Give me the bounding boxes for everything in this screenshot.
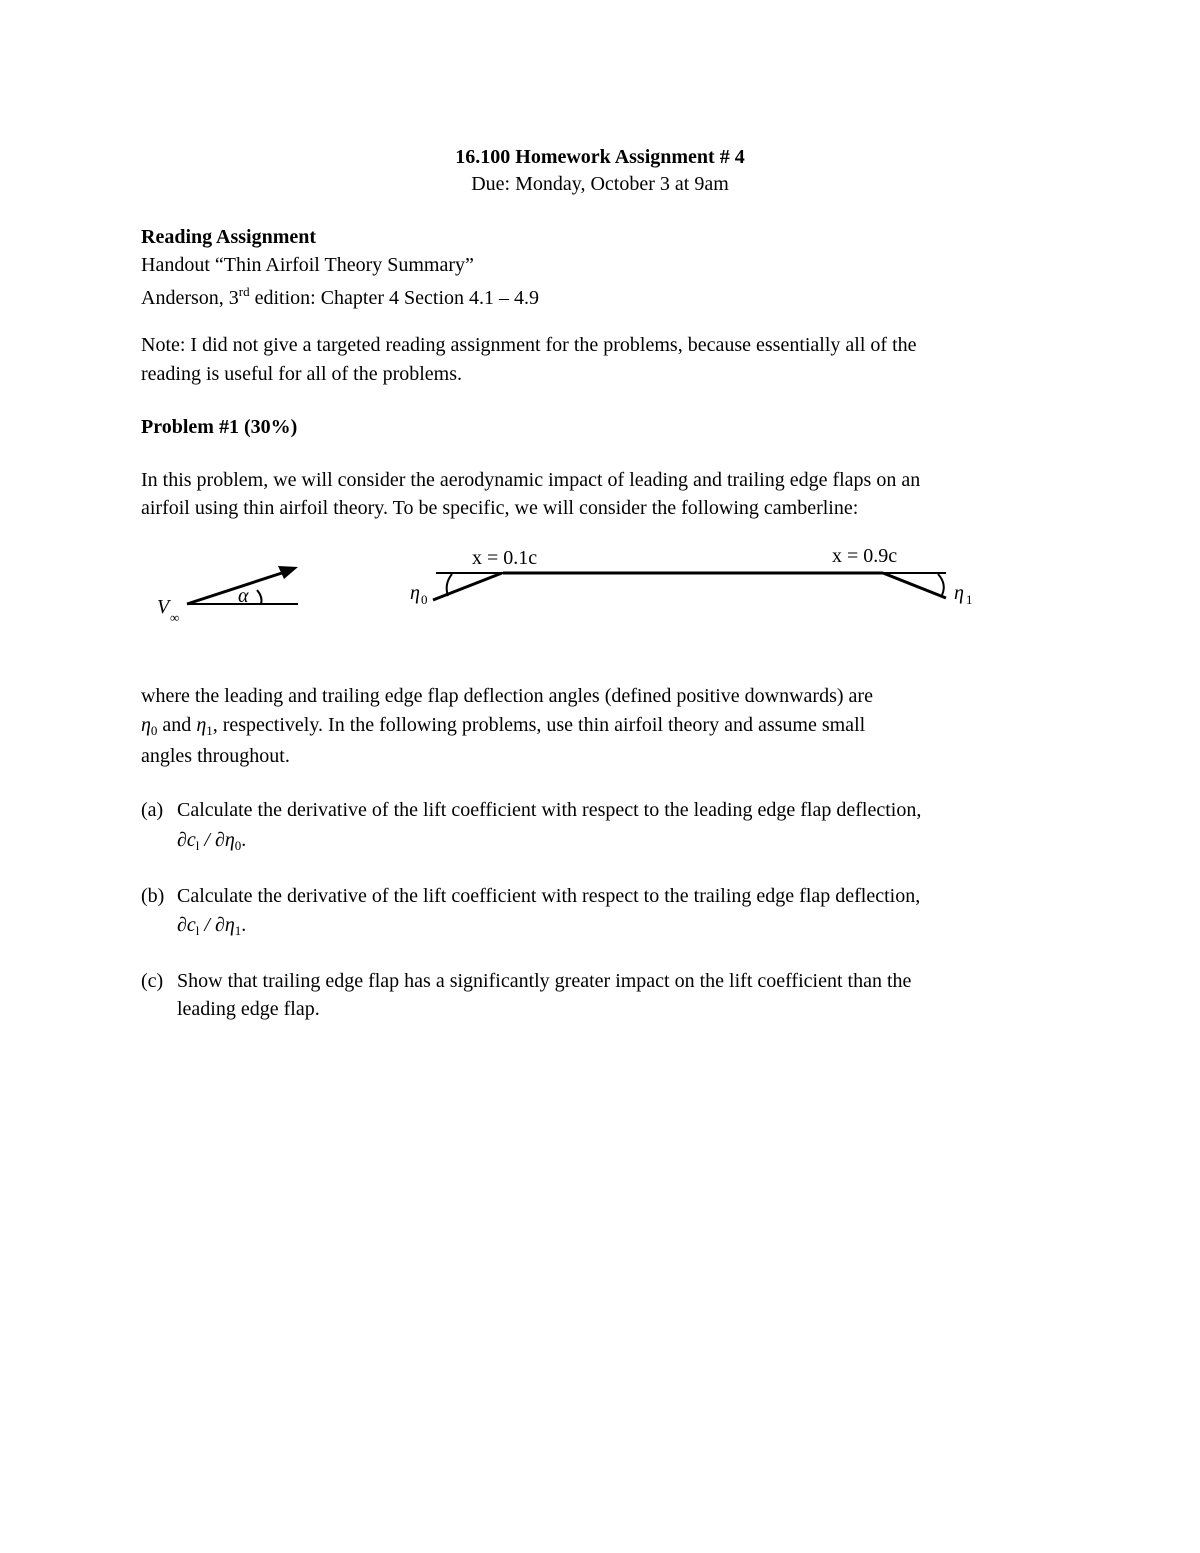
intro-line-2: airfoil using thin airfoil theory. To be specific, we will consider the following camberline: (141, 497, 859, 519)
eta1-arc (938, 574, 944, 595)
note-line-1: Note: I did not give a targeted reading assignment for the problems, because essentially all of the (141, 334, 917, 356)
assignment-title: 16.100 Homework Assignment # 4 (455, 146, 745, 168)
alpha-label: α (238, 585, 249, 607)
eta1-sub: 1 (966, 592, 973, 607)
part-a-formula-mid: / ∂η (199, 829, 235, 851)
eta1-inline: η (196, 714, 207, 736)
eta0-inline-sub: 0 (150, 723, 158, 738)
freestream-diagram (157, 566, 298, 625)
part-b-formula-pre: ∂c (177, 914, 196, 936)
reading-textbook-post: edition: Chapter 4 Section 4.1 – 4.9 (249, 287, 540, 309)
part-a-formula-pre-sub: l (195, 838, 200, 853)
part-a-text: Calculate the derivative of the lift coefficient with respect to the leading edge flap deflection, (177, 799, 922, 821)
eta1-label: η (954, 582, 964, 604)
leading-edge-flap (433, 573, 502, 600)
part-b-formula-end: . (241, 914, 247, 936)
eta0-inline: η (141, 714, 151, 736)
part-a (141, 798, 921, 822)
part-b (141, 884, 920, 908)
part-c-text: Show that trailing edge flap has a significantly greater impact on the lift coefficient than the (177, 970, 912, 992)
alpha-arc (257, 590, 262, 604)
part-c-line-2: leading edge flap. (177, 998, 320, 1020)
problem-heading: Problem #1 (30%) (141, 416, 298, 438)
part-b-formula-mid: / ∂η (199, 914, 235, 936)
reading-textbook-sup: rd (238, 284, 250, 299)
v-infinity-label: V (157, 596, 170, 618)
part-c-label: (c) (141, 970, 164, 992)
eta1-inline-sub: 1 (206, 723, 213, 738)
part-b-label: (b) (141, 885, 165, 907)
velocity-arrowhead (278, 566, 298, 579)
eta0-label: η (410, 582, 420, 604)
where-line-3: angles throughout. (141, 745, 290, 767)
reading-handout: Handout “Thin Airfoil Theory Summary” (141, 254, 474, 276)
camberline-diagram (410, 545, 973, 607)
part-a-formula-sub: 0 (234, 838, 242, 853)
due-date: Due: Monday, October 3 at 9am (471, 173, 729, 195)
part-b-formula-sub: 1 (234, 923, 242, 938)
v-infinity-sub: ∞ (170, 610, 180, 625)
part-a-formula (177, 828, 246, 858)
where-line-1: where the leading and trailing edge flap deflection angles (defined positive downwards) are (141, 685, 873, 707)
part-a-formula-pre: ∂c (177, 829, 196, 851)
x01-label: x = 0.1c (472, 547, 538, 569)
part-b-formula-pre-sub: l (195, 923, 200, 938)
x09-label: x = 0.9c (832, 545, 898, 567)
part-b-formula (177, 913, 246, 943)
eta0-sub: 0 (421, 592, 428, 607)
part-c (141, 969, 911, 993)
part-a-formula-end: . (241, 829, 247, 851)
part-a-label: (a) (141, 799, 164, 821)
reading-heading: Reading Assignment (141, 226, 317, 248)
trailing-edge-flap (883, 573, 946, 598)
intro-line-1: In this problem, we will consider the aerodynamic impact of leading and trailing edge flaps on an (141, 469, 921, 491)
note-line-2: reading is useful for all of the problems. (141, 363, 463, 385)
reading-textbook-pre: Anderson, 3 (141, 287, 239, 309)
where-rest: , respectively. In the following problems, use thin airfoil theory and assume small (212, 714, 866, 736)
where-line-2 (141, 713, 865, 743)
where-and: and (157, 714, 197, 736)
part-b-text: Calculate the derivative of the lift coefficient with respect to the trailing edge flap deflection, (177, 885, 921, 907)
